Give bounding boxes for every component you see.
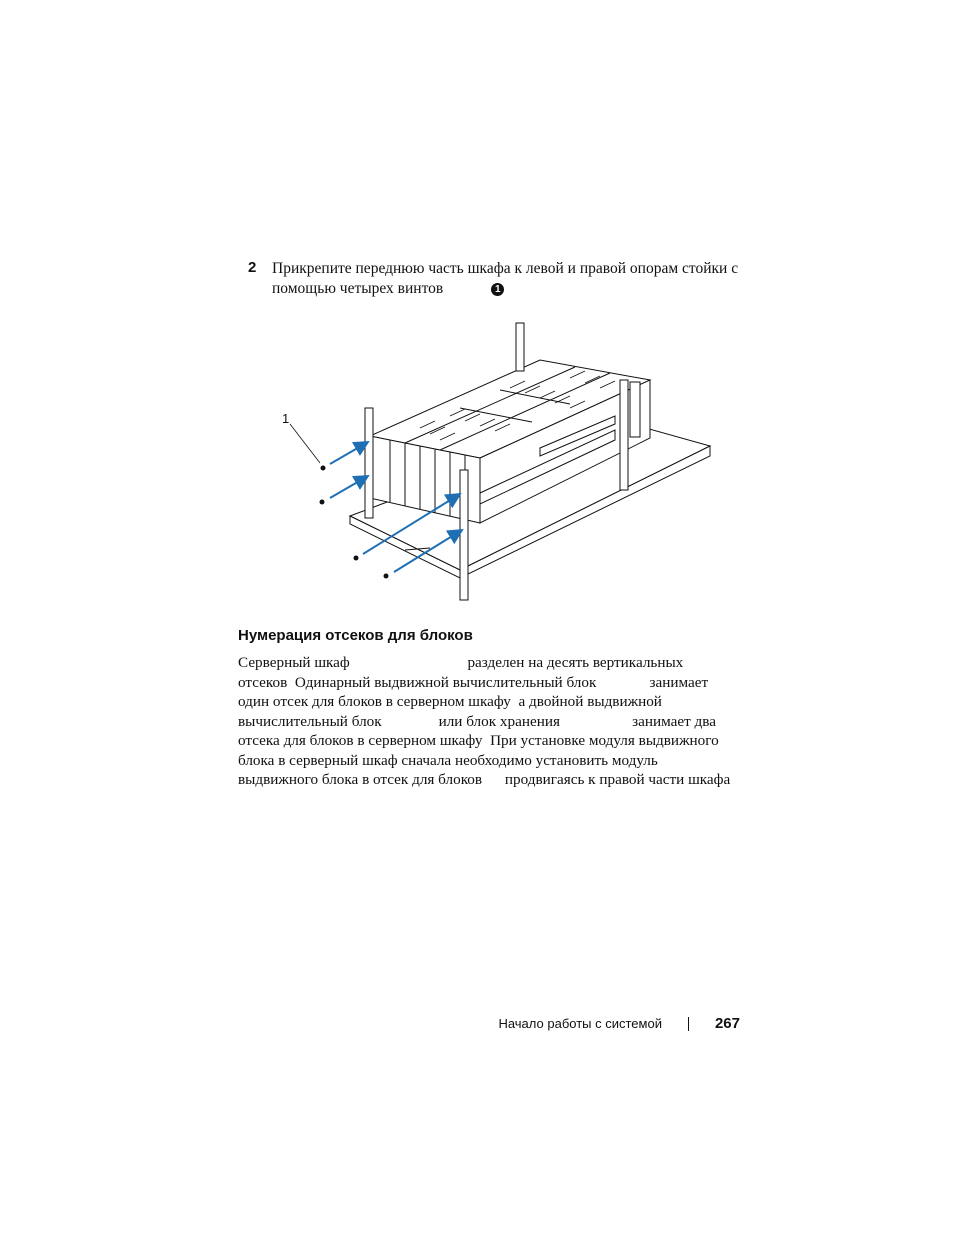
step-text	[272, 259, 742, 299]
footer-divider	[688, 1017, 689, 1031]
page-number: 267	[714, 1015, 740, 1032]
step-text-line-1: Прикрепите переднюю часть шкафа к левой и правой опорам стойки с	[272, 260, 739, 277]
step-text-line-2	[272, 279, 742, 299]
screw-icon-2	[320, 500, 325, 505]
rack-installation-figure	[270, 318, 720, 603]
rack-illustration	[270, 318, 720, 603]
step-number: 2	[248, 259, 257, 276]
paragraph-line: отсека для блоков в серверном шкафу При установке модуля выдвижного	[238, 732, 719, 749]
paragraph-line: блока в серверный шкаф сначала необходимо установить модуль	[238, 751, 658, 769]
page-footer	[498, 1015, 740, 1032]
section-heading: Нумерация отсеков для блоков	[238, 627, 473, 644]
rack-post-right-rear	[620, 380, 628, 490]
rack-post-right-front	[460, 470, 468, 600]
paragraph-line: один отсек для блоков в серверном шкафу а двойной выдвижной	[238, 693, 662, 710]
callout-1-icon: 1	[491, 283, 504, 296]
rack-post-left-rear	[516, 323, 524, 371]
screw-icon-4	[384, 574, 389, 579]
step-text-line-2-text: помощью четырех винтов	[272, 280, 444, 297]
rack-post-left-front	[365, 408, 373, 518]
paragraph-line: отсеков Одинарный выдвижной вычислительный блок занимает	[238, 673, 709, 691]
arrow-2-icon	[330, 476, 368, 498]
body-paragraph	[238, 653, 758, 790]
paragraph-line: выдвижного блока в отсек для блоков продвигаясь к правой части шкафа	[238, 771, 731, 788]
screw-icon-3	[354, 556, 359, 561]
paragraph-line: Серверный шкаф разделен на десять вертикальных	[238, 654, 684, 671]
screw-icon-1	[321, 466, 326, 471]
paragraph-line: вычислительный блок или блок хранения занимает два	[238, 712, 716, 730]
arrow-1-icon	[330, 442, 368, 464]
footer-section-title: Начало работы с системой	[498, 1016, 662, 1031]
figure-callout-1: 1	[282, 411, 290, 426]
